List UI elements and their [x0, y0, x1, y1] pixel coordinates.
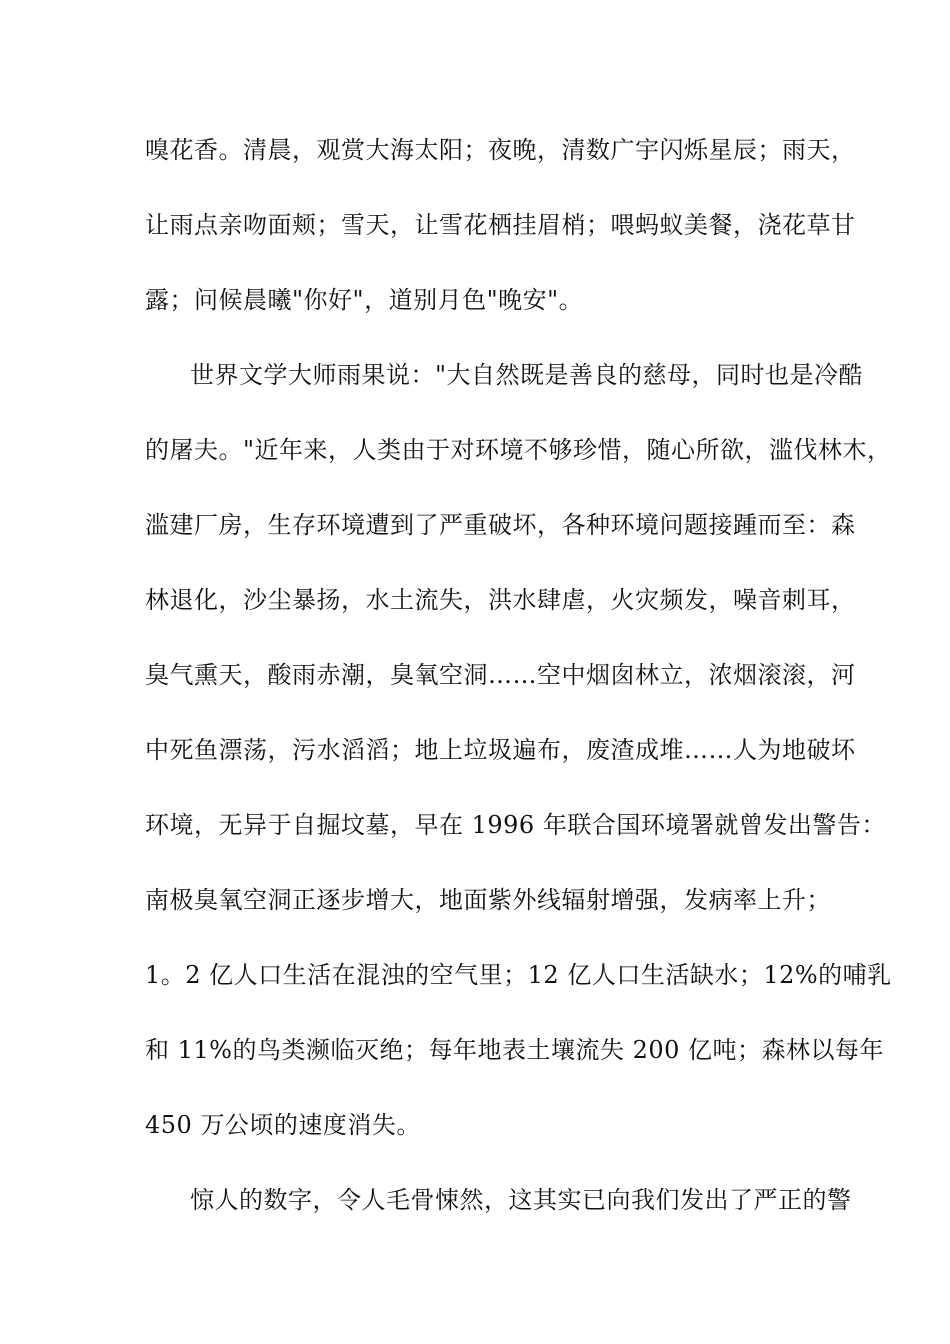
- text-line: 露；问候晨曦"你好"，道别月色"晚安"。: [145, 286, 584, 314]
- text-line: 林退化，沙尘暴扬，水土流失，洪水肆虐，火灾频发，噪音刺耳，: [145, 586, 856, 614]
- text-line: 南极臭氧空洞正逐步增大，地面紫外线辐射增强，发病率上升；: [145, 886, 831, 914]
- text-line: 450 万公顷的速度消失。: [145, 1111, 421, 1139]
- text-line: 环境，无异于自掘坟墓，早在 1996 年联合国环境署就曾发出警告：: [145, 811, 886, 839]
- text-line: 让雨点亲吻面颊；雪天，让雪花栖挂眉梢；喂蚂蚁美餐，浇花草甘: [145, 211, 856, 239]
- text-line: 和 11%的鸟类濒临灭绝；每年地表土壤流失 200 亿吨；森林以每年: [145, 1036, 885, 1064]
- text-line: 1。2 亿人口生活在混浊的空气里；12 亿人口生活缺水；12%的哺乳: [145, 961, 892, 989]
- text-line: 臭气熏天，酸雨赤潮，臭氧空洞……空中烟囱林立，浓烟滚滚，河: [145, 661, 856, 689]
- text-line: 的屠夫。"近年来，人类由于对环境不够珍惜，随心所欲，滥伐林木，: [145, 436, 892, 464]
- paragraph-start-line: 惊人的数字，令人毛骨悚然，这其实已向我们发出了严正的警: [190, 1186, 852, 1214]
- text-line: 滥建厂房，生存环境遭到了严重破坏，各种环境问题接踵而至：森: [145, 511, 856, 539]
- paragraph-start-line: 世界文学大师雨果说："大自然既是善良的慈母，同时也是冷酷: [190, 361, 864, 389]
- text-line: 嗅花香。清晨，观赏大海太阳；夜晚，清数广宇闪烁星辰；雨天，: [145, 136, 856, 164]
- text-line: 中死鱼漂荡，污水滔滔；地上垃圾遍布，废渣成堆……人为地破坏: [145, 736, 856, 764]
